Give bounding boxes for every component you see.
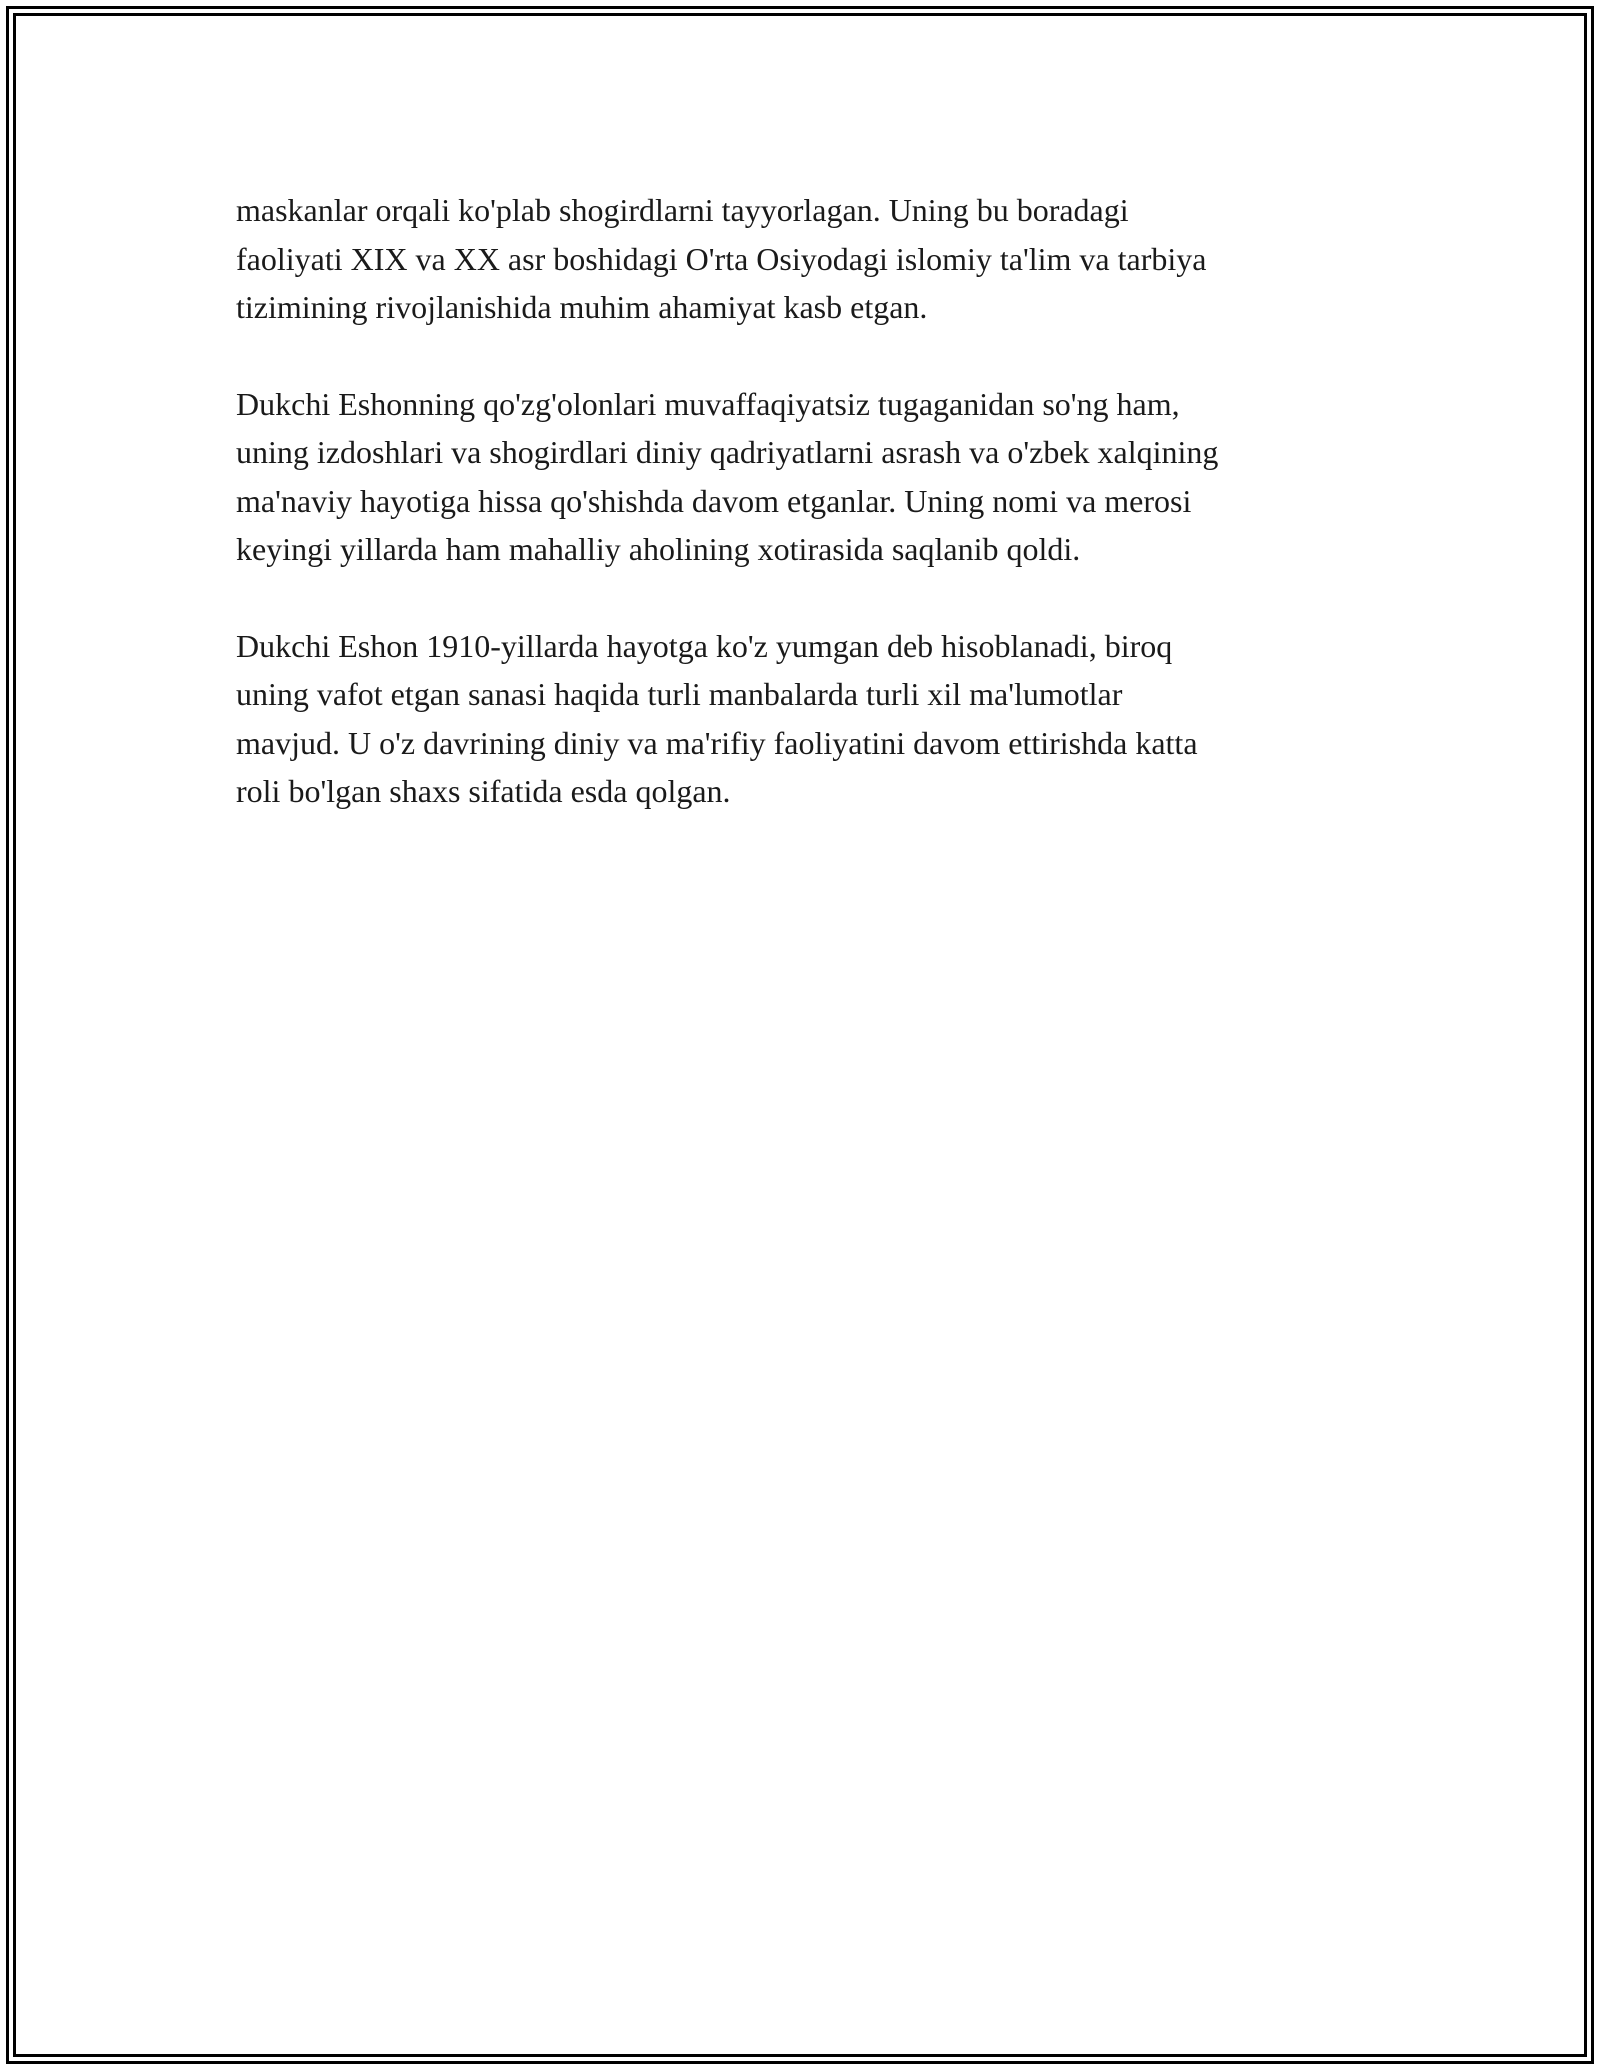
paragraph-3 [236, 622, 1376, 816]
text-line: faoliyati XIX va XX asr boshidagi O'rta Osiyodagi islomiy ta'lim va tarbiya [236, 240, 1207, 277]
text-line: keyingi yillarda ham mahalliy aholining xotirasida saqlanib qoldi. [236, 531, 1081, 567]
paragraph-2 [236, 380, 1376, 574]
text-line: uning vafot etgan sanasi haqida turli manbalarda turli xil ma'lumotlar [236, 676, 1123, 712]
text-line: ma'naviy hayotiga hissa qo'shishda davom etganlar. Uning nomi va merosi [236, 482, 1192, 519]
text-line: Dukchi Eshon 1910-yillarda hayotga ko'z yumgan deb hisoblanadi, biroq [236, 627, 1173, 664]
paragraph-1 [236, 186, 1376, 332]
text-line: tizimining rivojlanishida muhim ahamiyat kasb etgan. [236, 289, 928, 325]
text-line: Dukchi Eshonning qo'zg'olonlari muvaffaqiyatsiz tugaganidan so'ng ham, [236, 385, 1180, 422]
text-line: roli bo'lgan shaxs sifatida esda qolgan. [236, 773, 731, 809]
document-body [236, 186, 1376, 864]
text-line: mavjud. U o'z davrining diniy va ma'rifiy faoliyatini davom ettirishda katta [236, 724, 1198, 761]
text-line: uning izdoshlari va shogirdlari diniy qadriyatlarni asrash va o'zbek xalqining [236, 434, 1219, 470]
text-line: maskanlar orqali ko'plab shogirdlarni tayyorlagan. Uning bu boradagi [236, 192, 1129, 228]
